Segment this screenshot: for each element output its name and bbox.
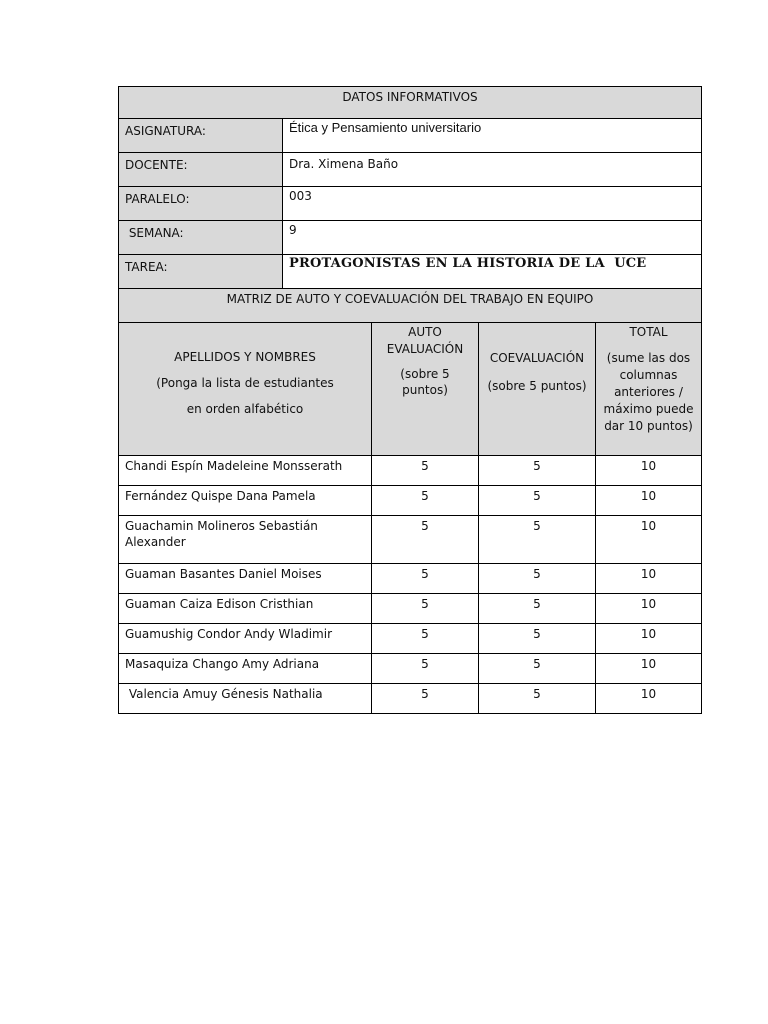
coev-score: 5 xyxy=(479,624,596,654)
auto-score: 5 xyxy=(372,684,479,714)
total-header-line-3: columnas xyxy=(619,368,678,382)
info-title: DATOS INFORMATIVOS xyxy=(119,87,702,119)
info-row-docente xyxy=(119,153,702,187)
paralelo-value: 003 xyxy=(283,187,702,221)
asignatura-value: Ética y Pensamiento universitario xyxy=(283,119,702,153)
student-name: Chandi Espín Madeleine Monsserath xyxy=(119,456,372,486)
student-name: Guachamin Molineros Sebastián Alexander xyxy=(119,516,372,564)
coev-score: 5 xyxy=(479,594,596,624)
info-row-paralelo xyxy=(119,187,702,221)
student-name: Guaman Basantes Daniel Moises xyxy=(119,564,372,594)
matrix-header-row xyxy=(119,289,702,323)
student-name: Valencia Amuy Génesis Nathalia xyxy=(119,684,372,714)
total-score: 10 xyxy=(596,624,702,654)
auto-score: 5 xyxy=(372,624,479,654)
table-row xyxy=(119,624,702,654)
auto-score: 5 xyxy=(372,594,479,624)
auto-header-line-2: EVALUACIÓN xyxy=(386,342,464,356)
coev-score: 5 xyxy=(479,684,596,714)
total-score: 10 xyxy=(596,684,702,714)
auto-score: 5 xyxy=(372,564,479,594)
table-row xyxy=(119,516,702,564)
total-score: 10 xyxy=(596,516,702,564)
total-header-line-4: anteriores / xyxy=(614,385,683,399)
student-name: Guaman Caiza Edison Cristhian xyxy=(119,594,372,624)
paralelo-label: PARALELO: xyxy=(119,187,283,221)
auto-score: 5 xyxy=(372,486,479,516)
info-row-semana xyxy=(119,221,702,255)
auto-score: 5 xyxy=(372,456,479,486)
names-header-line-1: APELLIDOS Y NOMBRES xyxy=(174,350,316,364)
semana-value: 9 xyxy=(283,221,702,255)
info-header-row xyxy=(119,87,702,119)
asignatura-label: ASIGNATURA: xyxy=(119,119,283,153)
coev-column-header xyxy=(479,323,596,456)
coev-header-line-1: COEVALUACIÓN xyxy=(489,351,585,365)
table-row xyxy=(119,456,702,486)
tarea-label: TAREA: xyxy=(119,255,283,289)
auto-score: 5 xyxy=(372,516,479,564)
names-header-line-3: en orden alfabético xyxy=(186,402,304,416)
coev-score: 5 xyxy=(479,564,596,594)
student-name: Masaquiza Chango Amy Adriana xyxy=(119,654,372,684)
total-header-line-6: dar 10 puntos) xyxy=(604,419,693,433)
student-name: Fernández Quispe Dana Pamela xyxy=(119,486,372,516)
total-column-header xyxy=(596,323,702,456)
tarea-value: PROTAGONISTAS EN LA HISTORIA DE LA UCE xyxy=(283,255,702,289)
table-row xyxy=(119,594,702,624)
coev-score: 5 xyxy=(479,486,596,516)
matrix-title: MATRIZ DE AUTO Y COEVALUACIÓN DEL TRABAJO EN EQUIPO xyxy=(119,289,702,323)
docente-label: DOCENTE: xyxy=(119,153,283,187)
column-header-row xyxy=(119,323,702,456)
auto-header-line-3: (sobre 5 puntos) xyxy=(400,367,450,397)
matrix-table xyxy=(118,288,702,714)
names-header-line-2: (Ponga la lista de estudiantes xyxy=(156,376,334,390)
total-score: 10 xyxy=(596,654,702,684)
info-table xyxy=(118,86,702,289)
info-row-tarea xyxy=(119,255,702,289)
total-score: 10 xyxy=(596,594,702,624)
names-column-header xyxy=(119,323,372,456)
semana-label: SEMANA: xyxy=(119,221,283,255)
table-row xyxy=(119,486,702,516)
table-row xyxy=(119,654,702,684)
total-header-line-5: máximo puede xyxy=(603,402,694,416)
auto-header-line-1: AUTO xyxy=(408,325,442,339)
document-sheet xyxy=(118,86,701,714)
docente-value: Dra. Ximena Baño xyxy=(283,153,702,187)
auto-column-header xyxy=(372,323,479,456)
coev-score: 5 xyxy=(479,456,596,486)
auto-score: 5 xyxy=(372,654,479,684)
total-header-line-1: TOTAL xyxy=(629,325,668,339)
table-row xyxy=(119,564,702,594)
table-row xyxy=(119,684,702,714)
total-score: 10 xyxy=(596,486,702,516)
info-row-asignatura xyxy=(119,119,702,153)
coev-header-line-2: (sobre 5 puntos) xyxy=(487,379,587,393)
student-name: Guamushig Condor Andy Wladimir xyxy=(119,624,372,654)
coev-score: 5 xyxy=(479,516,596,564)
total-score: 10 xyxy=(596,456,702,486)
total-header-line-2: (sume las dos xyxy=(606,351,691,365)
total-score: 10 xyxy=(596,564,702,594)
coev-score: 5 xyxy=(479,654,596,684)
